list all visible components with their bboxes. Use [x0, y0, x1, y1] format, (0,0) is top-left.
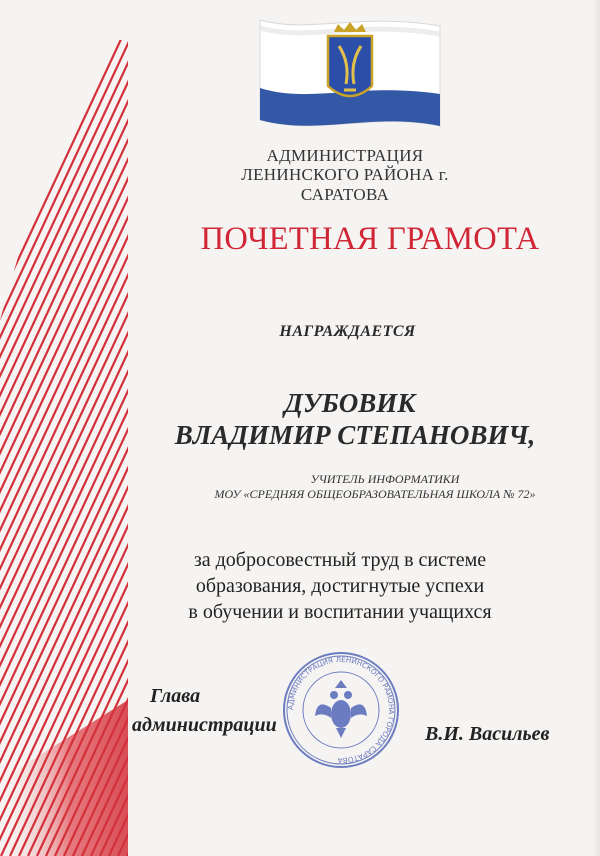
- signatory-title-line-1: Глава: [150, 685, 201, 707]
- recipient-name: ВЛАДИМИР СТЕПАНОВИЧ,: [174, 420, 536, 450]
- issuer-line-1: АДМИНИСТРАЦИЯ: [266, 146, 424, 165]
- issuer-line-2: ЛЕНИНСКОГО РАЙОНА г. САРАТОВА: [241, 165, 449, 204]
- certificate-title: ПОЧЕТНАЯ ГРАМОТА: [200, 221, 540, 257]
- recipient-organization: МОУ «СРЕДНЯЯ ОБЩЕОБРАЗОВАТЕЛЬНАЯ ШКОЛА № 72»: [214, 487, 536, 501]
- merit-line-2: образования, достигнутые успехи: [195, 575, 485, 597]
- merit-line-1: за добросовестный труд в системе: [193, 549, 487, 571]
- signatory-title-line-2: администрации: [132, 714, 277, 736]
- recipient-surname: ДУБОВИК: [284, 388, 416, 418]
- merit-line-3: в обучении и воспитании учащихся: [188, 601, 492, 623]
- official-stamp-icon: [281, 650, 401, 770]
- signatory-name: В.И. Васильев: [425, 723, 550, 745]
- awarded-label: НАГРАЖДАЕТСЯ: [279, 323, 416, 340]
- stamp-text: АДМИНИСТРАЦИЯ ЛЕНИНСКОГО РАЙОНА ГОРОДА САРАТОВА: [285, 654, 397, 766]
- recipient-position: УЧИТЕЛЬ ИНФОРМАТИКИ: [310, 472, 460, 486]
- flag-with-coat-of-arms-icon: [250, 8, 450, 136]
- double-headed-eagle-icon: [315, 680, 367, 738]
